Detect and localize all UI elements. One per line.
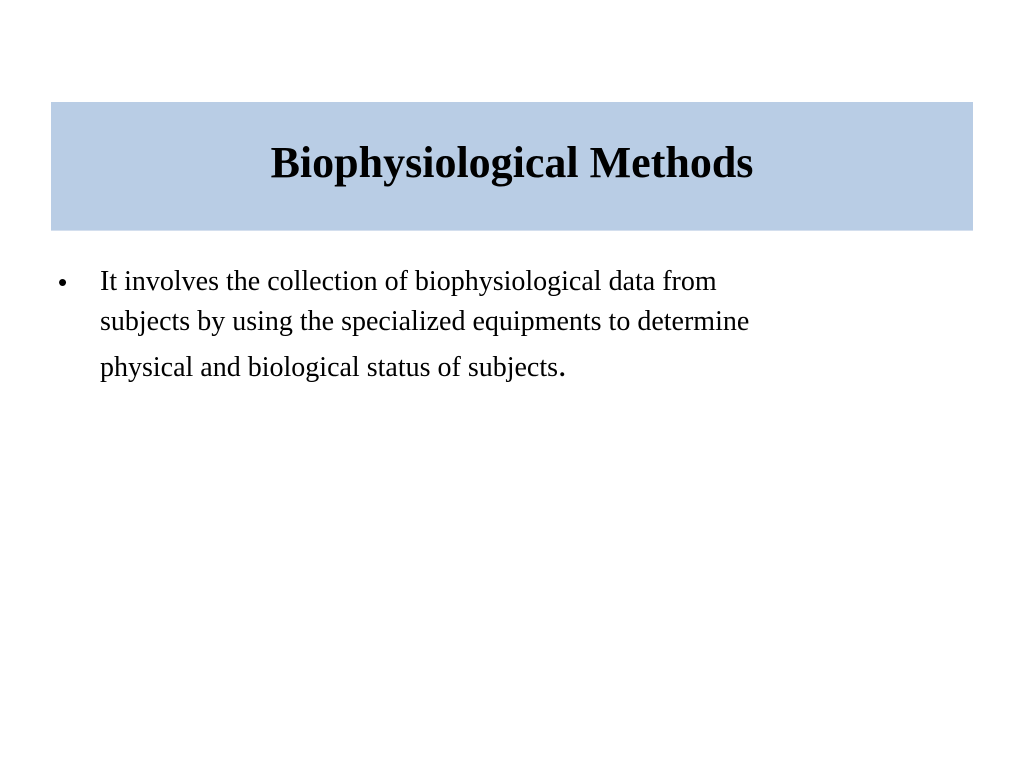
- slide-title: Biophysiological Methods: [270, 138, 754, 187]
- bullet-marker: •: [58, 267, 68, 297]
- bullet-line-2: subjects by using the specialized equipments to determine: [100, 306, 750, 337]
- bullet-line-3: [100, 346, 938, 388]
- slide-body: [58, 262, 938, 388]
- bullet-text: [100, 262, 938, 388]
- title-banner: [51, 102, 973, 231]
- bullet-line-3-text: physical and biological status of subjects: [100, 352, 559, 383]
- bullet-item: [58, 262, 938, 388]
- bullet-line-1: It involves the collection of biophysiological data from: [100, 266, 717, 297]
- bullet-end-mark: .: [558, 347, 567, 384]
